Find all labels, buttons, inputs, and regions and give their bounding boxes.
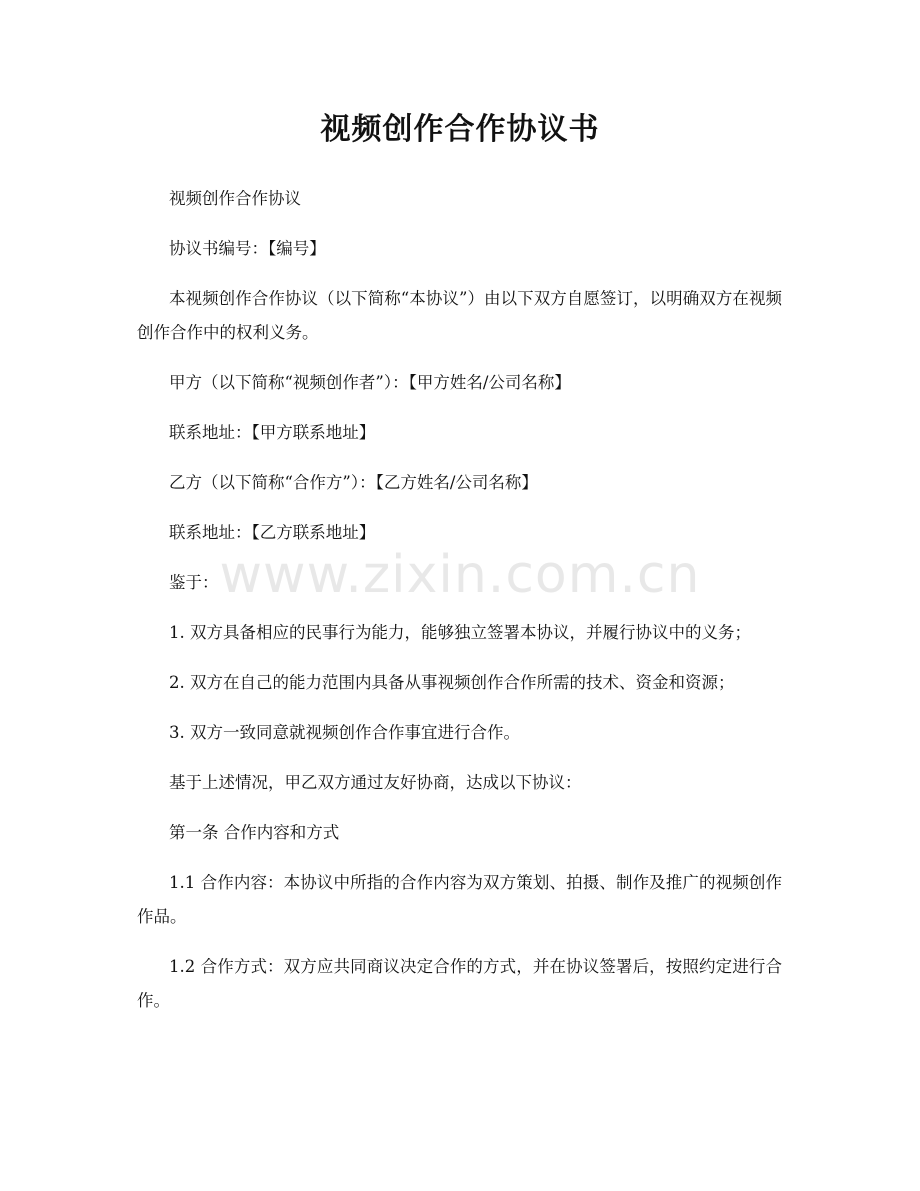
document-title: 视频创作合作协议书 bbox=[320, 112, 600, 147]
paragraph-party-a-address: 联系地址：【甲方联系地址】 bbox=[169, 423, 376, 442]
paragraph-agreement-basis: 基于上述情况，甲乙双方通过友好协商，达成以下协议： bbox=[169, 773, 582, 792]
paragraph-party-b-address: 联系地址：【乙方联系地址】 bbox=[169, 523, 376, 542]
paragraph-whereas-2: 2. 双方在自己的能力范围内具备从事视频创作合作所需的技术、资金和资源； bbox=[169, 673, 735, 692]
paragraph-intro: 本视频创作合作协议（以下简称“本协议”）由以下双方自愿签订，以明确双方在视频创作合作中的权利义务。 bbox=[137, 289, 782, 342]
paragraph-party-a: 甲方（以下简称“视频创作者”）：【甲方姓名/公司名称】 bbox=[169, 373, 571, 392]
paragraph-clause-1-1: 1.1 合作内容：本协议中所指的合作内容为双方策划、拍摄、制作及推广的视频创作作品。 bbox=[137, 873, 782, 926]
paragraph-whereas-3: 3. 双方一致同意就视频创作合作事宜进行合作。 bbox=[169, 723, 520, 742]
paragraph-whereas: 鉴于： bbox=[169, 573, 219, 592]
paragraph-clause-1-2: 1.2 合作方式：双方应共同商议决定合作的方式，并在协议签署后，按照约定进行合作。 bbox=[137, 957, 782, 1010]
paragraph-subtitle: 视频创作合作协议 bbox=[169, 189, 301, 208]
paragraph-agreement-number: 协议书编号：【编号】 bbox=[169, 239, 326, 258]
paragraph-party-b: 乙方（以下简称“合作方”）：【乙方姓名/公司名称】 bbox=[169, 473, 538, 492]
section-heading-article-1: 第一条 合作内容和方式 bbox=[169, 823, 340, 842]
document-body bbox=[137, 182, 782, 1034]
watermark-text: www.zixin.com.cn bbox=[219, 545, 701, 605]
paragraph-whereas-1: 1. 双方具备相应的民事行为能力，能够独立签署本协议，并履行协议中的义务； bbox=[169, 623, 751, 642]
